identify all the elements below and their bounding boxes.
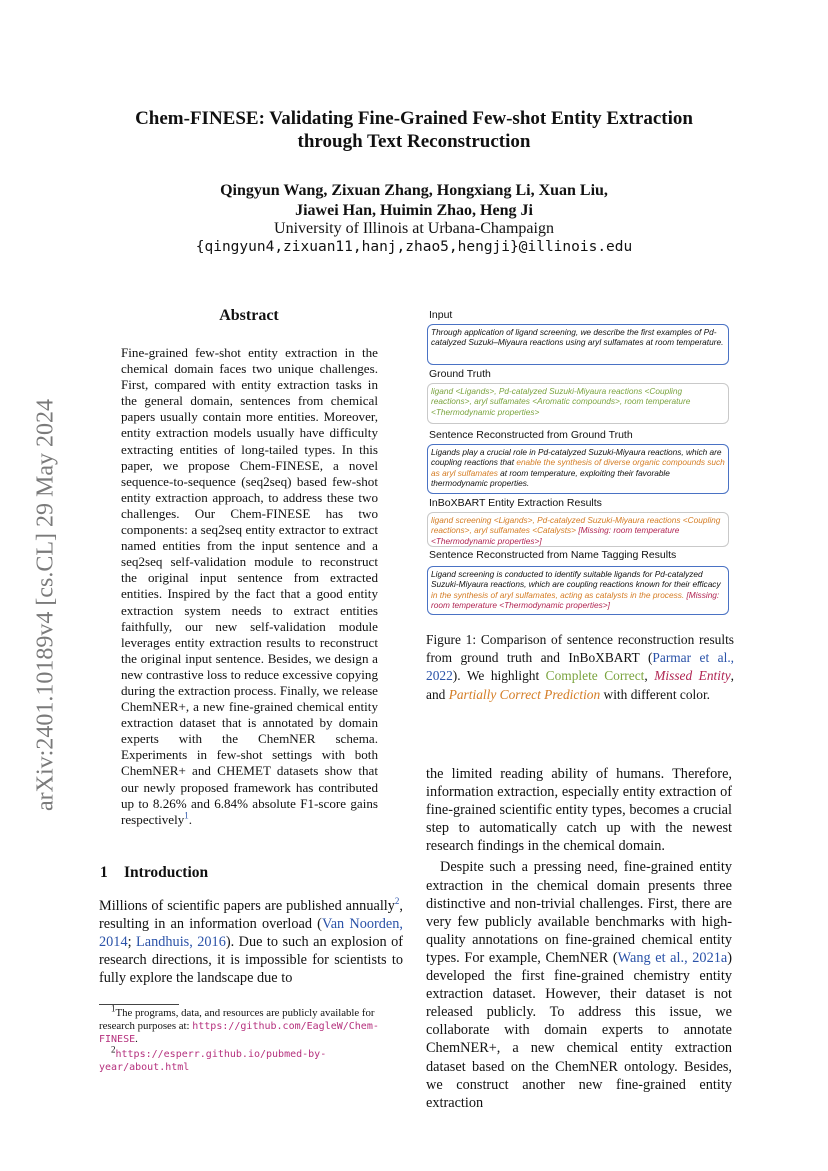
fig-ground-truth-box: ligand <Ligands>, Pd-catalyzed Suzuki-Miyaura reactions <Coupling reactions>, aryl sulfamates <Aromatic compounds>, room temperature <Thermodynamic properties> (427, 383, 729, 424)
section-heading (100, 864, 208, 882)
abstract-body: Fine-grained few-shot entity extraction in the chemical domain faces two unique challenges. First, compared with entity extraction tasks in the general domain, sentences from chemical papers usually contain more entities. Moreover, entity extraction models usually have difficulty extracting entities of long-tailed types. In this paper, we propose Chem-FINESE, a novel sequence-to-sequence (seq2seq) based few-shot entity extraction approach, to address these two challenges. Our Chem-FINESE has two components: a seq2seq entity extractor to extract named entities from the input sentence and a seq2seq self-validation module to reconstruct the original input sentence from extracted entities. Inspired by the fact that a good entity extraction system needs to extract entities faithfully, our new self-validation module leverages entity extraction results to reconstruct the original input sentence. Besides, we design a new contrastive loss to reduce excessive copying during the extraction process. Finally, we release ChemNER+, a new fine-grained chemical entity extraction dataset that is annotated by domain experts with the ChemNER schema. Experiments in few-shot settings with both ChemNER+ and CHEMET datasets show that our newly proposed framework has contributed up to 8.26% and 6.84% absolute F1-score gains respectively$^1$. (121, 345, 378, 827)
legend-missed-entity: Missed Entity (654, 668, 731, 684)
title-line-2: through Text Reconstruction (297, 131, 531, 152)
fig-recon-gt-box: Ligands play a crucial role in Pd-catalyzed Suzuki-Miyaura reactions, which are coupling reactions that enable the synthesis of diverse organic compounds such as aryl sulfamates at room temperature, exploiting their favorable thermodynamic properties. (427, 444, 729, 494)
fig-recon-gt-label: Sentence Reconstructed from Ground Truth (429, 429, 633, 441)
legend-partially-correct: Partially Correct Prediction (448, 686, 601, 702)
fig-ground-truth-label: Ground Truth (429, 368, 491, 380)
citation-link[interactable]: Landhuis, 2016 (136, 933, 226, 950)
footnote-ref-2[interactable]: 2 (394, 896, 400, 907)
arxiv-id: arXiv:2401.10189v4 [cs.CL] 29 May 2024 (32, 399, 59, 811)
arxiv-stamp (26, 355, 66, 855)
section-title: Introduction (124, 864, 209, 881)
paper-title (60, 107, 768, 153)
authors-line-2: Jiawei Han, Huimin Zhao, Heng Ji (295, 202, 533, 219)
footnotes (99, 1003, 405, 1074)
legend-complete-correct: Complete Correct (545, 668, 645, 684)
fig-inbox-label: InBoXBART Entity Extraction Results (429, 497, 602, 509)
section-number: 1 (100, 864, 108, 881)
paragraph: the limited reading ability of humans. Therefore, information extraction, especially entity extraction of fine-grained scientific entity types, becomes a crucial step to automatically catch up with the newest research findings in the chemical domain. (426, 766, 732, 855)
affiliation: University of Illinois at Urbana-Champaign (274, 220, 554, 237)
figure-caption: Figure 1: Comparison of sentence reconstruction results from ground truth and InBoXBART (Parmar et al., 2022). We highlight Complete Correct, Missed Entity, and Partially Correct Prediction with different color. (426, 632, 735, 702)
author-list (60, 181, 768, 221)
footnote-2-link[interactable]: https://esperr.github.io/pubmed-by-year/about.html (99, 1049, 327, 1073)
abstract-text: Fine-grained few-shot entity extraction in the chemical domain faces two unique challenges. First, compared with entity extraction tasks in the general domain, sentences from chemical papers usually contain more entities. Moreover, entity extraction models usually have difficulty extracting entities of long-tailed types. In this paper, we propose Chem-FINESE, a novel sequence-to-sequence (seq2seq) based few-shot entity extraction approach, to address these two challenges. Our Chem-FINESE has two components: a seq2seq entity extractor to extract named entities from the input sentence and a seq2seq self-validation module to reconstruct the original input sentence from extracted entities. Inspired by the fact that a good entity extraction system needs to extract entities faithfully, our new self-validation module leverages entity extraction results to reconstruct the original input sentence. Besides, we design a new contrastive loss to reduce excessive copying during the extraction process. Finally, we release ChemNER+, a new fine-grained chemical entity extraction dataset that is annotated by domain experts with the ChemNER schema. Experiments in few-shot settings with both ChemNER+ and CHEMET datasets show that our newly proposed framework has contributed up to 8.26% and 6.84% absolute F1-score gains respectively (121, 345, 378, 827)
citation-link[interactable]: Parmar et al., 2022 (426, 650, 735, 684)
footnote-1-link[interactable]: https://github.com/EagleW/Chem-FINESE (99, 1021, 379, 1045)
footnote-1: $^1$The programs, data, and resources are publicly available for research purposes at: https://github.com/EagleW/Chem-FINESE. (99, 1003, 379, 1045)
fig-recon-nt-box: Ligand screening is conducted to identify suitable ligands for Pd-catalyzed Suzuki-Miyaura reactions, which are coupling reactions known for their efficacy in the synthesis of aryl sulfamates, acting as catalysts in the process. [Missing: room temperature <Thermodynamic properties>] (427, 566, 729, 615)
fig-recon-nt-label: Sentence Reconstructed from Name Tagging Results (429, 549, 677, 561)
fig-input-box: Through application of ligand screening, we describe the first examples of Pd-catalyzed Suzuki–Miyaura reactions using aryl sulfamates at room temperature. (427, 324, 729, 365)
citation-link[interactable]: Wang et al., 2021a (617, 949, 728, 966)
abstract-heading: Abstract (219, 307, 279, 324)
fig-inbox-box: ligand screening <Ligands>, Pd-catalyzed Suzuki-Miyaura reactions <Coupling reactions>, aryl sulfamates <Catalysts> [Missing: room temperature <Thermodynamic properties>] (427, 512, 729, 547)
fig-input-label: Input (429, 309, 453, 321)
footnote-2: $^2$https://esperr.github.io/pubmed-by-year/about.html (99, 1044, 327, 1073)
footnote-ref-1[interactable]: 1 (184, 810, 189, 821)
authors-line-1: Qingyun Wang, Zixuan Zhang, Hongxiang Li, Xuan Liu, (220, 182, 608, 199)
right-column-text (426, 765, 732, 1112)
intro-paragraph: Millions of scientific papers are published annually$^2$, resulting in an information overload (Van Noorden, 2014; Landhuis, 2016). Due to such an explosion of research directions, it is impossible for scientists to fully explore the landscape due to (99, 896, 403, 986)
paragraph: Despite such a pressing need, fine-grained entity extraction in the chemical domain presents three distinctive and non-trivial challenges. First, there are very few publicly available benchmarks with high-quality annotations on fine-grained chemical entity types. For example, ChemNER (Wang et al., 2021a) developed the first fine-grained chemistry entity extraction dataset. However, their dataset is not released publicly. To address this issue, we collaborate with domain experts to annotate ChemNER+, a new chemical entity extraction dataset based on the ChemNER ontology. Besides, we construct another new fine-grained entity extraction (426, 859, 732, 1111)
title-line-1: Chem-FINESE: Validating Fine-Grained Few-shot Entity Extraction (135, 108, 693, 129)
author-emails: {qingyun4,zixuan11,hanj,zhao5,hengji}@illinois.edu (195, 239, 633, 255)
citation-link[interactable]: Van Noorden, 2014 (99, 915, 403, 950)
